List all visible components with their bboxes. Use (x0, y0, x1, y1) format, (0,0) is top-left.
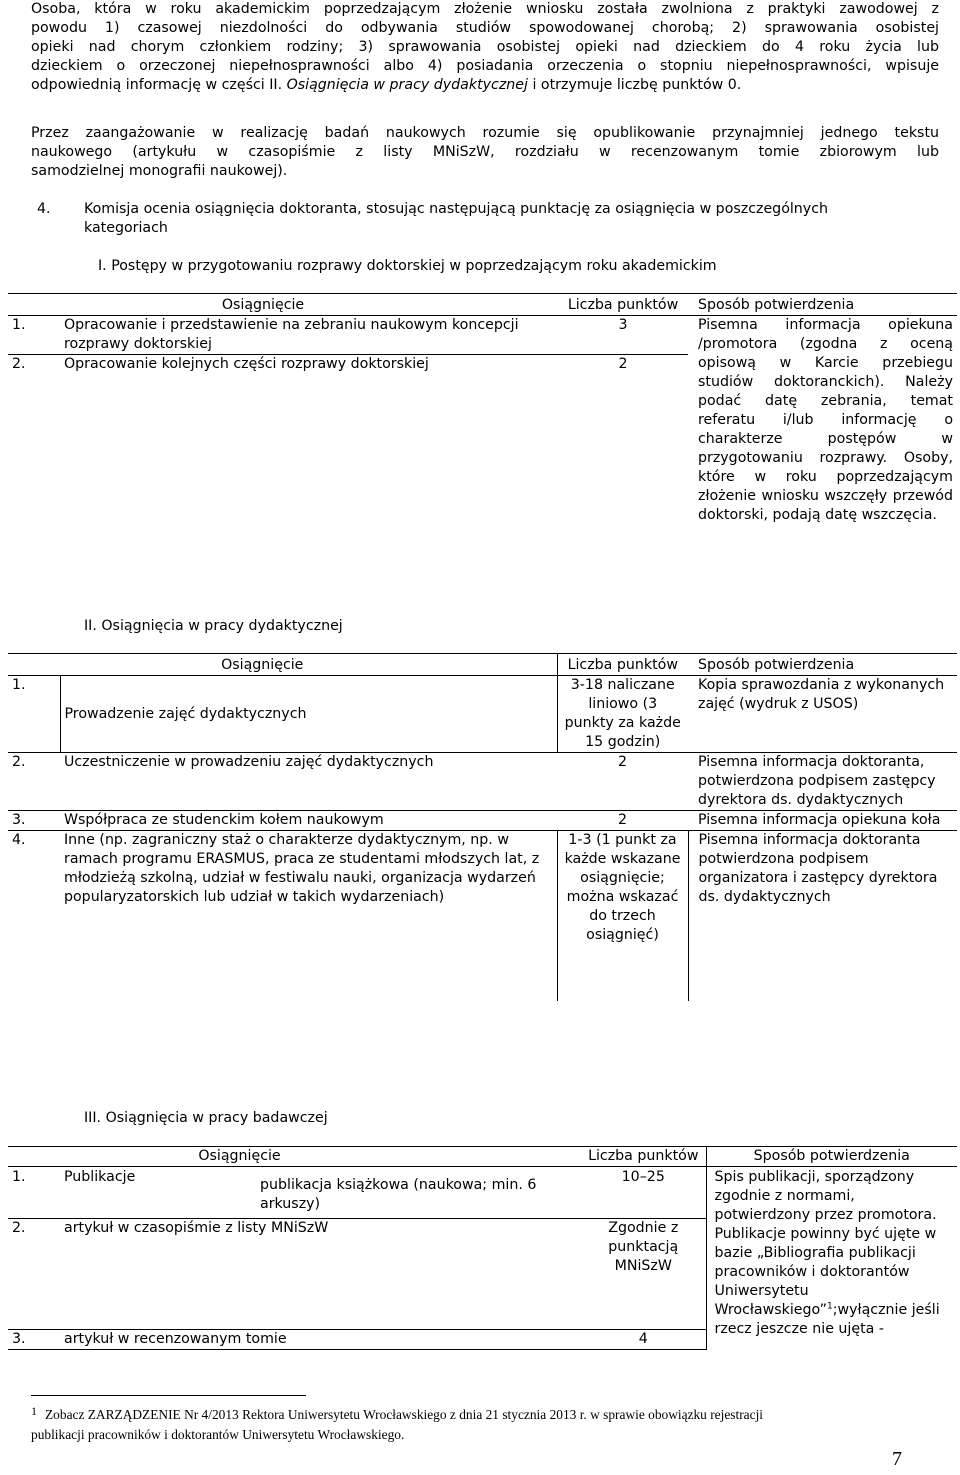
table-row (8, 811, 957, 831)
row-number: 1. (8, 1167, 60, 1219)
row-confirmation: Pisemna informacja doktoranta, potwierdzona podpisem zastępcy dyrektora ds. dydaktycznych (688, 753, 957, 811)
row-text: publikacja książkowa (naukowa; min. 6 arkuszy) (256, 1167, 581, 1219)
header-confirmation: Sposób potwierdzenia (688, 654, 957, 676)
row-confirmation: Pisemna informacja opiekuna koła (688, 811, 957, 831)
row-text: Opracowanie kolejnych części rozprawy doktorskiej (64, 356, 429, 372)
table-row (8, 831, 957, 1002)
footnote-text-line-1: Zobacz ZARZĄDZENIE Nr 4/2013 Rektora Uniwersytetu Wrocławskiego z dnia 21 stycznia 2013 r. w sprawie obowiązku rejestracji (45, 1407, 764, 1422)
header-points: Liczba punktów (581, 1147, 706, 1167)
footnote-marker: 1 (31, 1404, 37, 1418)
footnote-reference: 1 (827, 1301, 833, 1312)
row-text: artykuł w czasopiśmie z listy MNiSzW (60, 1219, 581, 1330)
section-1-table (8, 293, 957, 581)
row-text: Uczestniczenie w prowadzeniu zajęć dydaktycznych (60, 753, 557, 811)
confirmation-text-b: ;wyłącznie jeśli rzecz jeszcze nie ujęta - (714, 1302, 940, 1337)
section-1-heading: I. Postępy w przygotowaniu rozprawy doktorskiej w poprzedzającym roku akademickim (98, 258, 717, 274)
intro-paragraph-1 (31, 0, 939, 95)
row-number: 3. (8, 811, 60, 831)
header-points: Liczba punktów (558, 294, 688, 316)
item-4-line: Komisja ocenia osiągnięcia doktoranta, stosując następującą punktację za osiągnięcia w poszczególnych (84, 201, 828, 217)
footnote-separator (31, 1395, 306, 1396)
confirmation-text (706, 1167, 957, 1350)
intro-p2-line: naukowego (artykułu w czasopiśmie z listy MNiSzW, rozdziału w recenzowanym tomie zbiorowym lub (31, 144, 939, 160)
row-text: Opracowanie i przedstawienie na zebraniu naukowym koncepcji rozprawy doktorskiej (60, 316, 558, 355)
section-3-table (8, 1146, 957, 1350)
row-points: Zgodnie z punktacją MNiSzW (581, 1219, 706, 1330)
row-number: 2. (12, 356, 26, 372)
table-row (8, 1167, 957, 1219)
row-text: Inne (np. zagraniczny staż o charakterze dydaktycznym, np. w ramach programu ERASMUS, praca ze studentami młodszych lat, z młodzieżą szkolną, udział w festiwalu nauki, organizacja wydarzeń popularyzatorskich lub udział w takich wydarzeniach) (64, 832, 540, 905)
intro-paragraph-2 (31, 124, 939, 181)
table-header-row (8, 654, 957, 676)
header-achievement: Osiągnięcie (198, 1148, 281, 1164)
row-text: Współpraca ze studenckim kołem naukowym (60, 811, 557, 831)
table-header-row (8, 1147, 957, 1167)
section-3-heading: III. Osiągnięcia w pracy badawczej (84, 1110, 328, 1126)
confirmation-text-a: Spis publikacji, sporządzony zgodnie z normami, potwierdzony przez promotora. Publikacje powinny być ujęte w bazie „Bibliografia publikacji pracowników i doktorantów Uniwersytetu Wrocławskiego” (714, 1169, 937, 1318)
row-number: 4. (12, 832, 26, 848)
item-4-number: 4. (37, 201, 51, 217)
row-number: 1. (8, 316, 60, 355)
item-4-text (84, 200, 924, 238)
row-points: 2 (557, 811, 688, 831)
footnote-text-line-2: publikacji pracowników i doktorantów Uniwersytetu Wrocławskiego. (31, 1427, 405, 1442)
row-points: 2 (618, 356, 628, 372)
footnote (31, 1405, 931, 1444)
intro-p1-line: powodu 1) czasowej niezdolności do odbywania studiów spowodowanej chorobą; 2) sprawowania osobistej (31, 20, 939, 36)
row-points: 3-18 naliczane liniowo (3 punkty za każde 15 godzin) (557, 676, 688, 753)
table-row (8, 753, 957, 811)
section-2-heading: II. Osiągnięcia w pracy dydaktycznej (84, 618, 343, 634)
table-row (8, 676, 957, 753)
row-confirmation: Kopia sprawozdania z wykonanych zajęć (wydruk z USOS) (688, 676, 957, 753)
row-points: 1-3 (1 punkt za każde wskazane osiągnięcie; można wskazać do trzech osiągnięć) (557, 831, 688, 1002)
item-4-line: kategoriach (84, 220, 168, 236)
group-label: Publikacje (60, 1167, 256, 1219)
row-number: 2. (8, 1219, 60, 1330)
section-2-table (8, 653, 957, 1001)
intro-p1-text: odpowiednią informację w części II. (31, 77, 287, 93)
row-text: Prowadzenie zajęć dydaktycznych (60, 676, 557, 753)
confirmation-text: Pisemna informacja opiekuna /promotora (zgodna z oceną opisową w Karcie przebiegu studiów doktoranckich). Należy podać datę zebrania, temat referatu i/lub informację o charakterze postępów w przygotowaniu rozprawy. Osoby, które w roku poprzedzającym złożenie wniosku wszczęły przewód doktorski, podają datę wszczęcia. (688, 316, 957, 582)
intro-p1-line: dzieckiem o orzeczonej niepełnosprawności albo 4) posiadania orzeczenia o stopniu niepełnosprawności, wpisuje (31, 58, 939, 74)
header-achievement: Osiągnięcie (221, 657, 304, 673)
intro-p1-text-end: i otrzymuje liczbę punktów 0. (527, 77, 742, 93)
row-confirmation: Pisemna informacja doktoranta potwierdzona podpisem organizatora i zastępcy dyrektora ds. dydaktycznych (698, 832, 938, 905)
row-points: 3 (558, 316, 688, 355)
header-achievement: Osiągnięcie (221, 297, 305, 313)
intro-p1-line: Osoba, która w roku akademickim poprzedzającym złożenie wniosku została zwolniona z praktyki zawodowej z (31, 1, 939, 17)
intro-p2-line: samodzielnej monografii naukowej). (31, 163, 288, 179)
intro-p1-line: opieki nad chorym członkiem rodziny; 3) sprawowania osobistej opieki nad dzieckiem do 4 roku życia lub (31, 39, 939, 55)
header-confirmation: Sposób potwierdzenia (706, 1147, 957, 1167)
row-number: 3. (8, 1330, 60, 1350)
table-row (8, 316, 957, 355)
row-points: 10–25 (581, 1167, 706, 1219)
page-number: 7 (892, 1448, 902, 1470)
row-number: 2. (8, 753, 60, 811)
intro-p2-line: Przez zaangażowanie w realizację badań naukowych rozumie się opublikowanie przynajmniej jednego tekstu (31, 125, 939, 141)
row-text: artykuł w recenzowanym tomie (60, 1330, 581, 1350)
row-number: 1. (8, 676, 60, 753)
header-confirmation: Sposób potwierdzenia (688, 294, 957, 316)
header-points: Liczba punktów (557, 654, 688, 676)
intro-p1-italic-ref: Osiągnięcia w pracy dydaktycznej (286, 77, 528, 93)
intro-p1-last-line (31, 76, 939, 95)
table-header-row (8, 294, 957, 316)
row-points: 2 (557, 753, 688, 811)
row-points: 4 (581, 1330, 706, 1350)
